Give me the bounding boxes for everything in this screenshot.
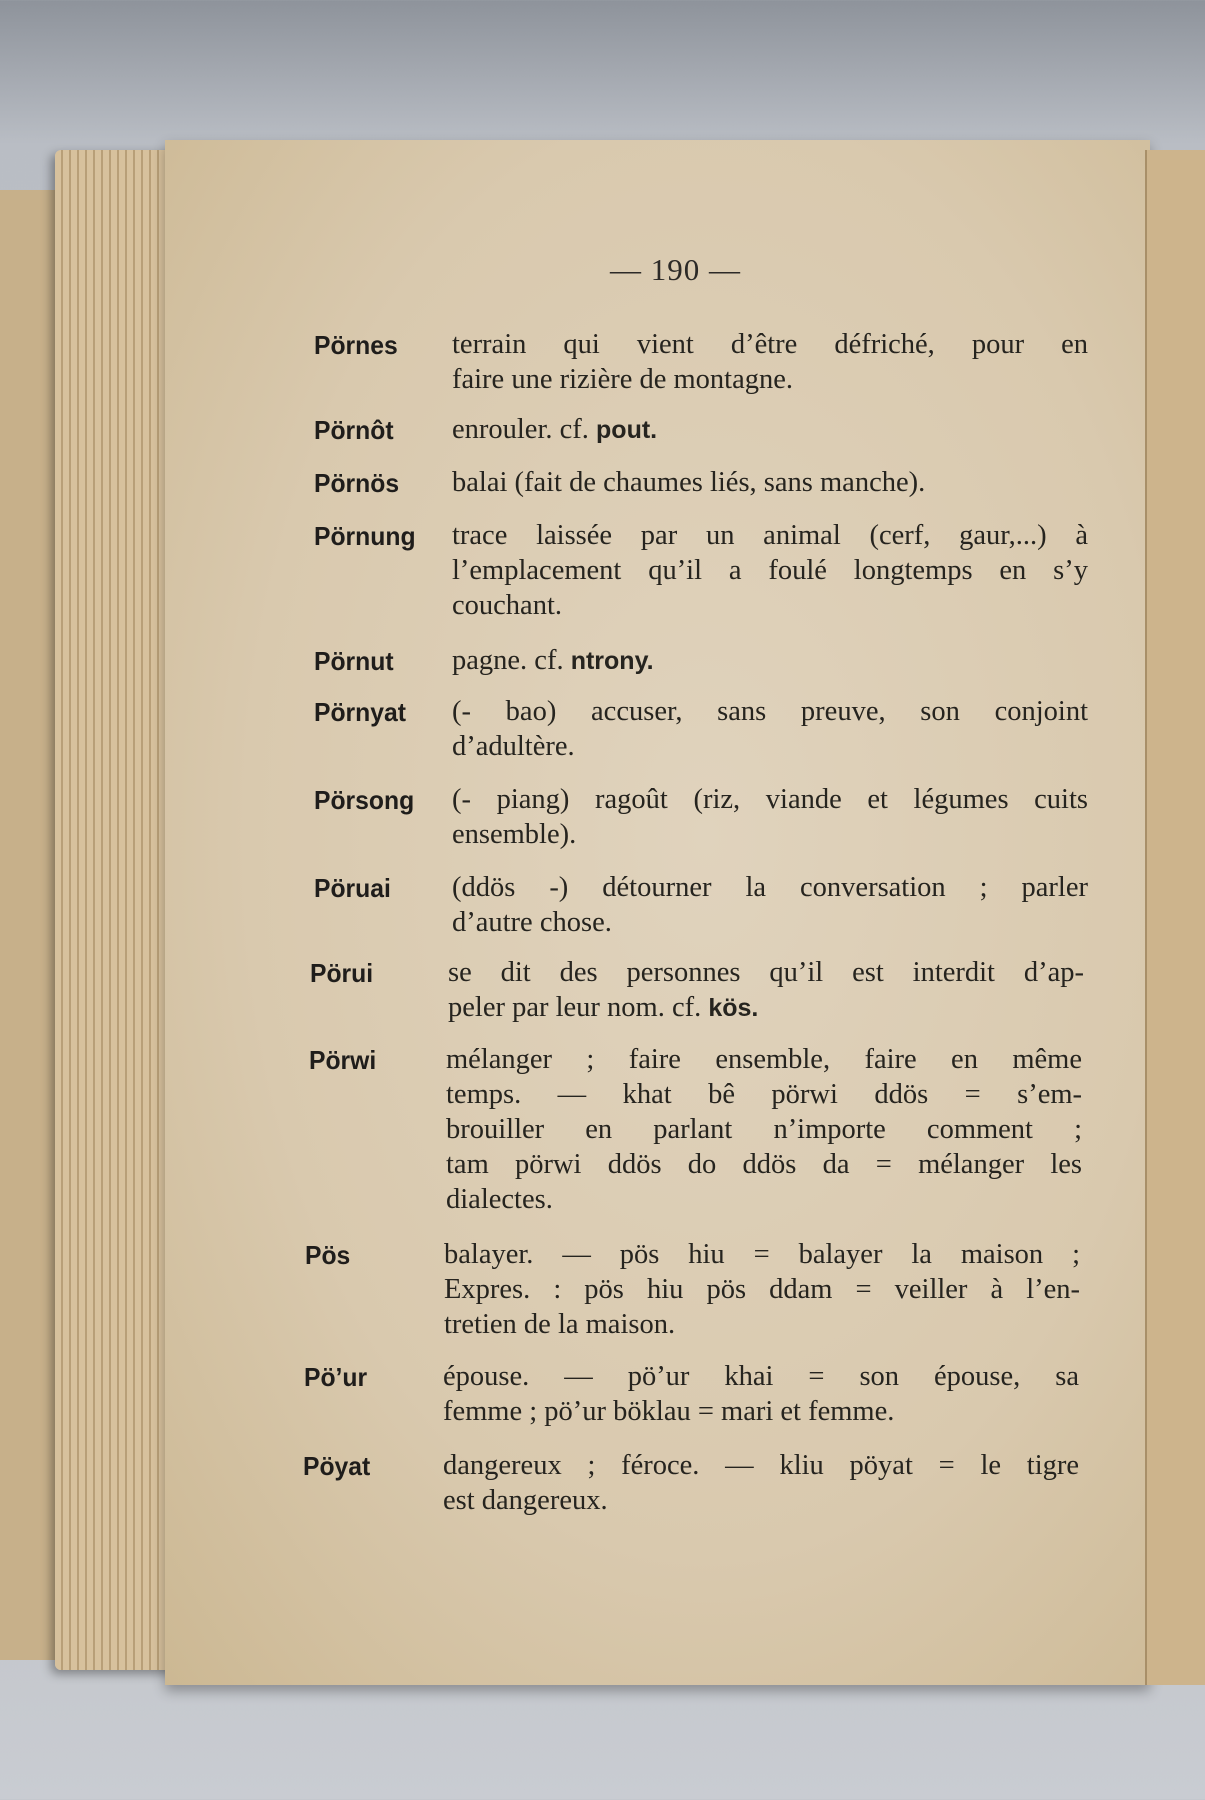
definition-line: d’adultère. xyxy=(452,731,575,762)
definition-line: ensemble). xyxy=(452,819,577,850)
definition-line: l’emplacement qu’il a foulé longtemps en s’y xyxy=(452,555,1088,586)
definition-line: Expres. : pös hiu pös ddam = veiller à l’en- xyxy=(444,1274,1080,1305)
definition xyxy=(452,327,1088,397)
definition xyxy=(452,782,1088,852)
definition-line: enrouler. cf. xyxy=(452,414,597,445)
definition-line: tam pörwi ddös do ddös da = mélanger les xyxy=(446,1149,1082,1180)
headword: Pörnôt xyxy=(314,415,394,445)
definition xyxy=(443,1359,1079,1429)
definition-line: terrain qui vient d’être défriché, pour en xyxy=(452,329,1088,360)
definition-line: dialectes. xyxy=(446,1184,553,1215)
definition-line: couchant. xyxy=(452,590,562,621)
definition xyxy=(452,412,1088,448)
definition xyxy=(444,1237,1080,1342)
headword: Pös xyxy=(305,1240,351,1270)
definition-line: épouse. — pö’ur khai = son épouse, sa xyxy=(443,1361,1079,1392)
headword: Pörnes xyxy=(314,330,398,360)
definition xyxy=(448,955,1084,1026)
cross-reference: ntrony. xyxy=(570,647,654,675)
definition-line: tretien de la maison. xyxy=(444,1309,676,1340)
definition-line: brouiller en parlant n’importe comment ; xyxy=(446,1114,1082,1145)
headword: Pörnut xyxy=(314,646,394,676)
definition-line: (- bao) accuser, sans preuve, son conjoint xyxy=(452,696,1088,727)
facing-page-edge xyxy=(1145,150,1205,1685)
headword: Pörnös xyxy=(314,468,400,498)
definition xyxy=(452,643,1088,679)
definition-line: se dit des personnes qu’il est interdit d’ap- xyxy=(448,957,1084,988)
definition-line: trace laissée par un animal (cerf, gaur,...) à xyxy=(452,520,1088,551)
headword: Pö’ur xyxy=(304,1362,368,1392)
definition-line: est dangereux. xyxy=(443,1485,608,1516)
headword: Pöruai xyxy=(314,873,391,903)
headword: Pörwi xyxy=(309,1045,377,1075)
headword: Pöyat xyxy=(303,1451,371,1481)
headword: Pörnung xyxy=(314,521,416,551)
headword: Pörui xyxy=(310,958,374,988)
definition-line: mélanger ; faire ensemble, faire en même xyxy=(446,1044,1082,1075)
cross-reference: kös. xyxy=(708,994,759,1022)
definition-line: (ddös -) détourner la conversation ; parler xyxy=(452,872,1088,903)
definition-line: femme ; pö’ur böklau = mari et femme. xyxy=(443,1396,895,1427)
definition xyxy=(443,1448,1079,1518)
definition-line: dangereux ; féroce. — kliu pöyat = le tigre xyxy=(443,1450,1079,1481)
definition-line: peler par leur nom. cf. xyxy=(448,992,709,1023)
definition xyxy=(452,694,1088,764)
definition xyxy=(446,1042,1082,1217)
definition xyxy=(452,465,1088,500)
definition-line: balayer. — pös hiu = balayer la maison ; xyxy=(444,1239,1080,1270)
cross-reference: pout. xyxy=(596,416,658,444)
definition-line: d’autre chose. xyxy=(452,907,612,938)
page-number: — 190 — xyxy=(610,252,741,287)
definition-line: pagne. cf. xyxy=(452,645,571,676)
definition-line: (- piang) ragoût (riz, viande et légumes cuits xyxy=(452,784,1088,815)
headword: Pörsong xyxy=(314,785,415,815)
definition xyxy=(452,518,1088,623)
definition xyxy=(452,870,1088,940)
headword: Pörnyat xyxy=(314,697,406,727)
definition-line: balai (fait de chaumes liés, sans manche). xyxy=(452,467,926,498)
definition-line: faire une rizière de montagne. xyxy=(452,364,794,395)
definition-line: temps. — khat bê pörwi ddös = s’em- xyxy=(446,1079,1082,1110)
